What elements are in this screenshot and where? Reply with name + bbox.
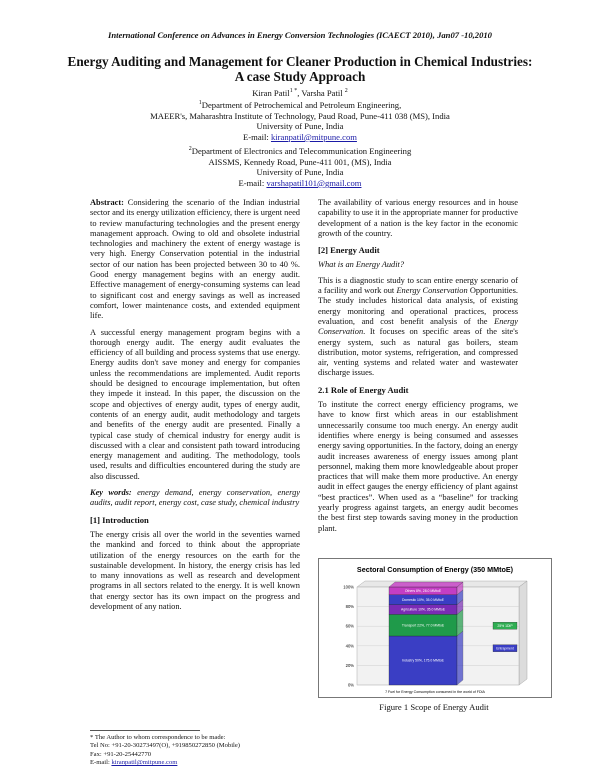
footnote-line-3: Fax: +91-20-25442770 <box>90 750 152 758</box>
affiliation-2-email-link[interactable]: varshapatil101@gmail.com <box>266 177 362 188</box>
footnote <box>90 734 290 768</box>
chart-y-tick-label: 20% <box>345 662 354 668</box>
chart-bar-label: Others 8%, 28.0 MMtoE <box>404 589 442 594</box>
left-column <box>90 198 300 618</box>
role-of-energy-audit-text: To institute the correct energy efficiency programs, we have to know first which areas in our establishment unnecessarily consume too much energy. An energy audit identifies where energy is being consumed and assesses energy saving opportunities. In the factory, doing an energy audit increases awareness of energy issues among plant personnel, making them more knowledgeable about proper practices that will make them more productive. An energy audit in effect gauges the energy efficiency of plant against “best practices”. When used as a “baseline” for tracking yearly progress against targets, an energy audit becomes the best first step towards saving money in the production plant. <box>318 400 518 533</box>
chart-bar-label: Industry 50%, 175.0 MMtoE <box>402 658 444 663</box>
footnote-email-link[interactable]: kiranpatil@mitpune.com <box>111 759 178 767</box>
abstract-text: Considering the scenario of the Indian industrial sector and its energy utilization efficiency, there is urgent need to review manufacturing technologies and the present energy management approach. Owing to old and obsolete industrial technologies and machinery the extent of energy wastage is very high. Energy Conservation potential in the industrial sector of our nation has been projected between 30 to 40 %. Good energy management begins with an energy audit. Effective management of energy-consuming systems can lead to significant cost and energy savings as well as increased comfort, lower maintenance costs, and extended equipment life. <box>90 198 300 321</box>
footnote-divider <box>90 730 200 731</box>
chart-callout-label: Entrapment <box>496 646 514 651</box>
author-2-name: Varsha Patil <box>301 88 343 98</box>
keywords-text: energy demand, energy conservation, energy audits, audit report, energy cost, case study, chemical industry <box>90 488 301 508</box>
chart-y-tick-label: 40% <box>345 643 354 649</box>
chart-side-wall <box>519 581 527 685</box>
audit-text-em-1: Energy Conservation <box>396 286 468 296</box>
audit-text-em-2: Energy Conservation <box>318 316 518 337</box>
author-1-sup: 1 * <box>289 88 298 95</box>
affiliation-1-sup: 1 <box>198 100 202 107</box>
chart-footer: 7 Fuel for Energy Consumption consumed in the world of FDIA <box>385 690 485 694</box>
right-intro-text: The availability of various energy resources and in house capability to use it in the appropriate manner for productive development of a nation is the key factor in the economic growth of the country. <box>318 198 518 238</box>
keywords <box>90 488 300 509</box>
chart-y-tick-label: 100% <box>343 584 354 590</box>
affiliation-1-email-label: E-mail: <box>243 131 271 142</box>
title-line-2: A case Study Approach <box>234 69 366 84</box>
affiliation-2 <box>40 146 560 188</box>
abstract-label: Abstract: <box>90 198 124 207</box>
author-2-sup: 2 <box>344 88 348 95</box>
chart-y-tick-label: 0% <box>347 682 354 688</box>
audit-text-part-a: This is a diagnostic study to scan entire energy scenario of a facility and work out <box>318 275 518 296</box>
author-line <box>40 88 560 99</box>
energy-audit-question: What is an Energy Audit? <box>318 260 405 270</box>
energy-audit-text <box>318 276 518 379</box>
chart-title: Sectoral Consumption of Energy (350 MMtoE) <box>356 565 514 574</box>
chart-bar-label: Domestic 10%, 35.0 MMtoE <box>401 597 445 602</box>
chart-callout <box>493 622 517 629</box>
chart-bar-segment-industry <box>389 631 463 685</box>
footnote-line-1: * The Author to whom correspondence to be made: <box>90 734 226 741</box>
conference-header: International Conference on Advances in Energy Conversion Technologies (ICAECT 2010), Jan07 -10,2010 <box>108 30 492 40</box>
chart-callout <box>493 645 517 652</box>
chart-y-ticks <box>343 585 354 688</box>
audit-text-part-e: . It focuses on specific areas of the site's energy system, such as natural gas boilers, steam distribution, motor systems, refrigeration, and compressed air, venting systems and related water and wastewater discharge issues. <box>318 327 518 378</box>
affiliation-1-inst: MAEER's, Maharashtra Institute of Technology, Paud Road, Pune-411 038 (MS), India <box>150 110 450 121</box>
role-of-energy-audit-heading: 2.1 Role of Energy Audit <box>318 384 409 395</box>
affiliation-1-univ: University of Pune, India <box>256 121 344 132</box>
affiliation-2-inst: AISSMS, Kennedy Road, Pune-411 001, (MS), India <box>208 156 392 167</box>
paper-title <box>40 54 560 84</box>
keywords-label: Key words: <box>90 488 132 498</box>
abstract-paragraph-2: A successful energy management program begins with a thorough energy audit. The energy audit evaluates the efficiency of all building and process systems that use energy. Energy audits don't save money and energy for companies unless the recommendations are implemented. Audit reports should be designed to encourage implementation, but often they impede it instead. In this paper, the discussion on the scope and objectives of energy audit, types of energy audit, contents of an energy audit, audit methodology and targets and benefits of the energy audit are presented. Finally a typical case study of chemical industry for energy audit is discussed with a clear and consistent path toward introducing energy management and auditing. The methodology, tools used, results and difficulties encountered during the study are also discussed. <box>90 327 300 481</box>
introduction-heading: [1] Introduction <box>90 514 149 525</box>
chart-bar-side <box>457 631 463 685</box>
abstract <box>90 198 300 322</box>
figure-caption: Figure 1 Scope of Energy Audit <box>379 702 489 712</box>
energy-audit-heading: [2] Energy Audit <box>318 245 380 256</box>
author-separator: , <box>297 88 302 98</box>
chart-y-tick-label: 80% <box>345 604 354 610</box>
chart-callout-label: 25% 1DIP <box>497 624 513 629</box>
affiliation-1-dept: Department of Petrochemical and Petroleum Engineering, <box>201 100 402 110</box>
footnote-line-2: Tel No: +91-20-30273497(O), +919850272850 (Mobile) <box>90 742 241 750</box>
affiliation-2-email-label: E-mail: <box>238 177 267 188</box>
chart-bar-label: Agriculture 10%, 35.0 MMtoE <box>400 607 446 612</box>
affiliation-2-dept: Department of Electronics and Telecommunication Engineering <box>191 146 412 156</box>
footnote-email-label: E-mail: <box>90 759 112 767</box>
affiliation-1 <box>40 100 560 142</box>
energy-chart <box>318 558 552 698</box>
author-1-name: Kiran Patil <box>252 88 290 98</box>
chart-bars <box>389 582 463 685</box>
affiliation-1-email-link[interactable]: kiranpatil@mitpune.com <box>270 131 357 142</box>
chart-bar-label: Transport 22%, 77.0 MMtoE <box>401 623 445 628</box>
title-line-1: Energy Auditing and Management for Cleaner Production in Chemical Industries: <box>67 54 533 69</box>
affiliation-2-univ: University of Pune, India <box>256 167 344 178</box>
energy-chart-svg <box>319 559 551 697</box>
chart-y-tick-label: 60% <box>345 623 354 629</box>
affiliation-2-sup: 2 <box>188 146 192 153</box>
introduction-text: The energy crisis all over the world in the seventies warned the mankind and forced to think about the appropriate utilization of the energy resources on the earth for the sustainable development. In history, the energy crisis has led to many innovations as well as research and development programs in all sectors related to the energy. It is well known that energy sector has its own impact on the progress and development of any nation. <box>90 529 300 611</box>
right-column <box>318 198 518 540</box>
chart-bar-top <box>389 582 463 587</box>
audit-text-part-c: Opportunities. The study includes historical data analysis, of existing energy monitoring and operational practices, process evaluation, and cost benefit analysis of the <box>318 286 518 326</box>
